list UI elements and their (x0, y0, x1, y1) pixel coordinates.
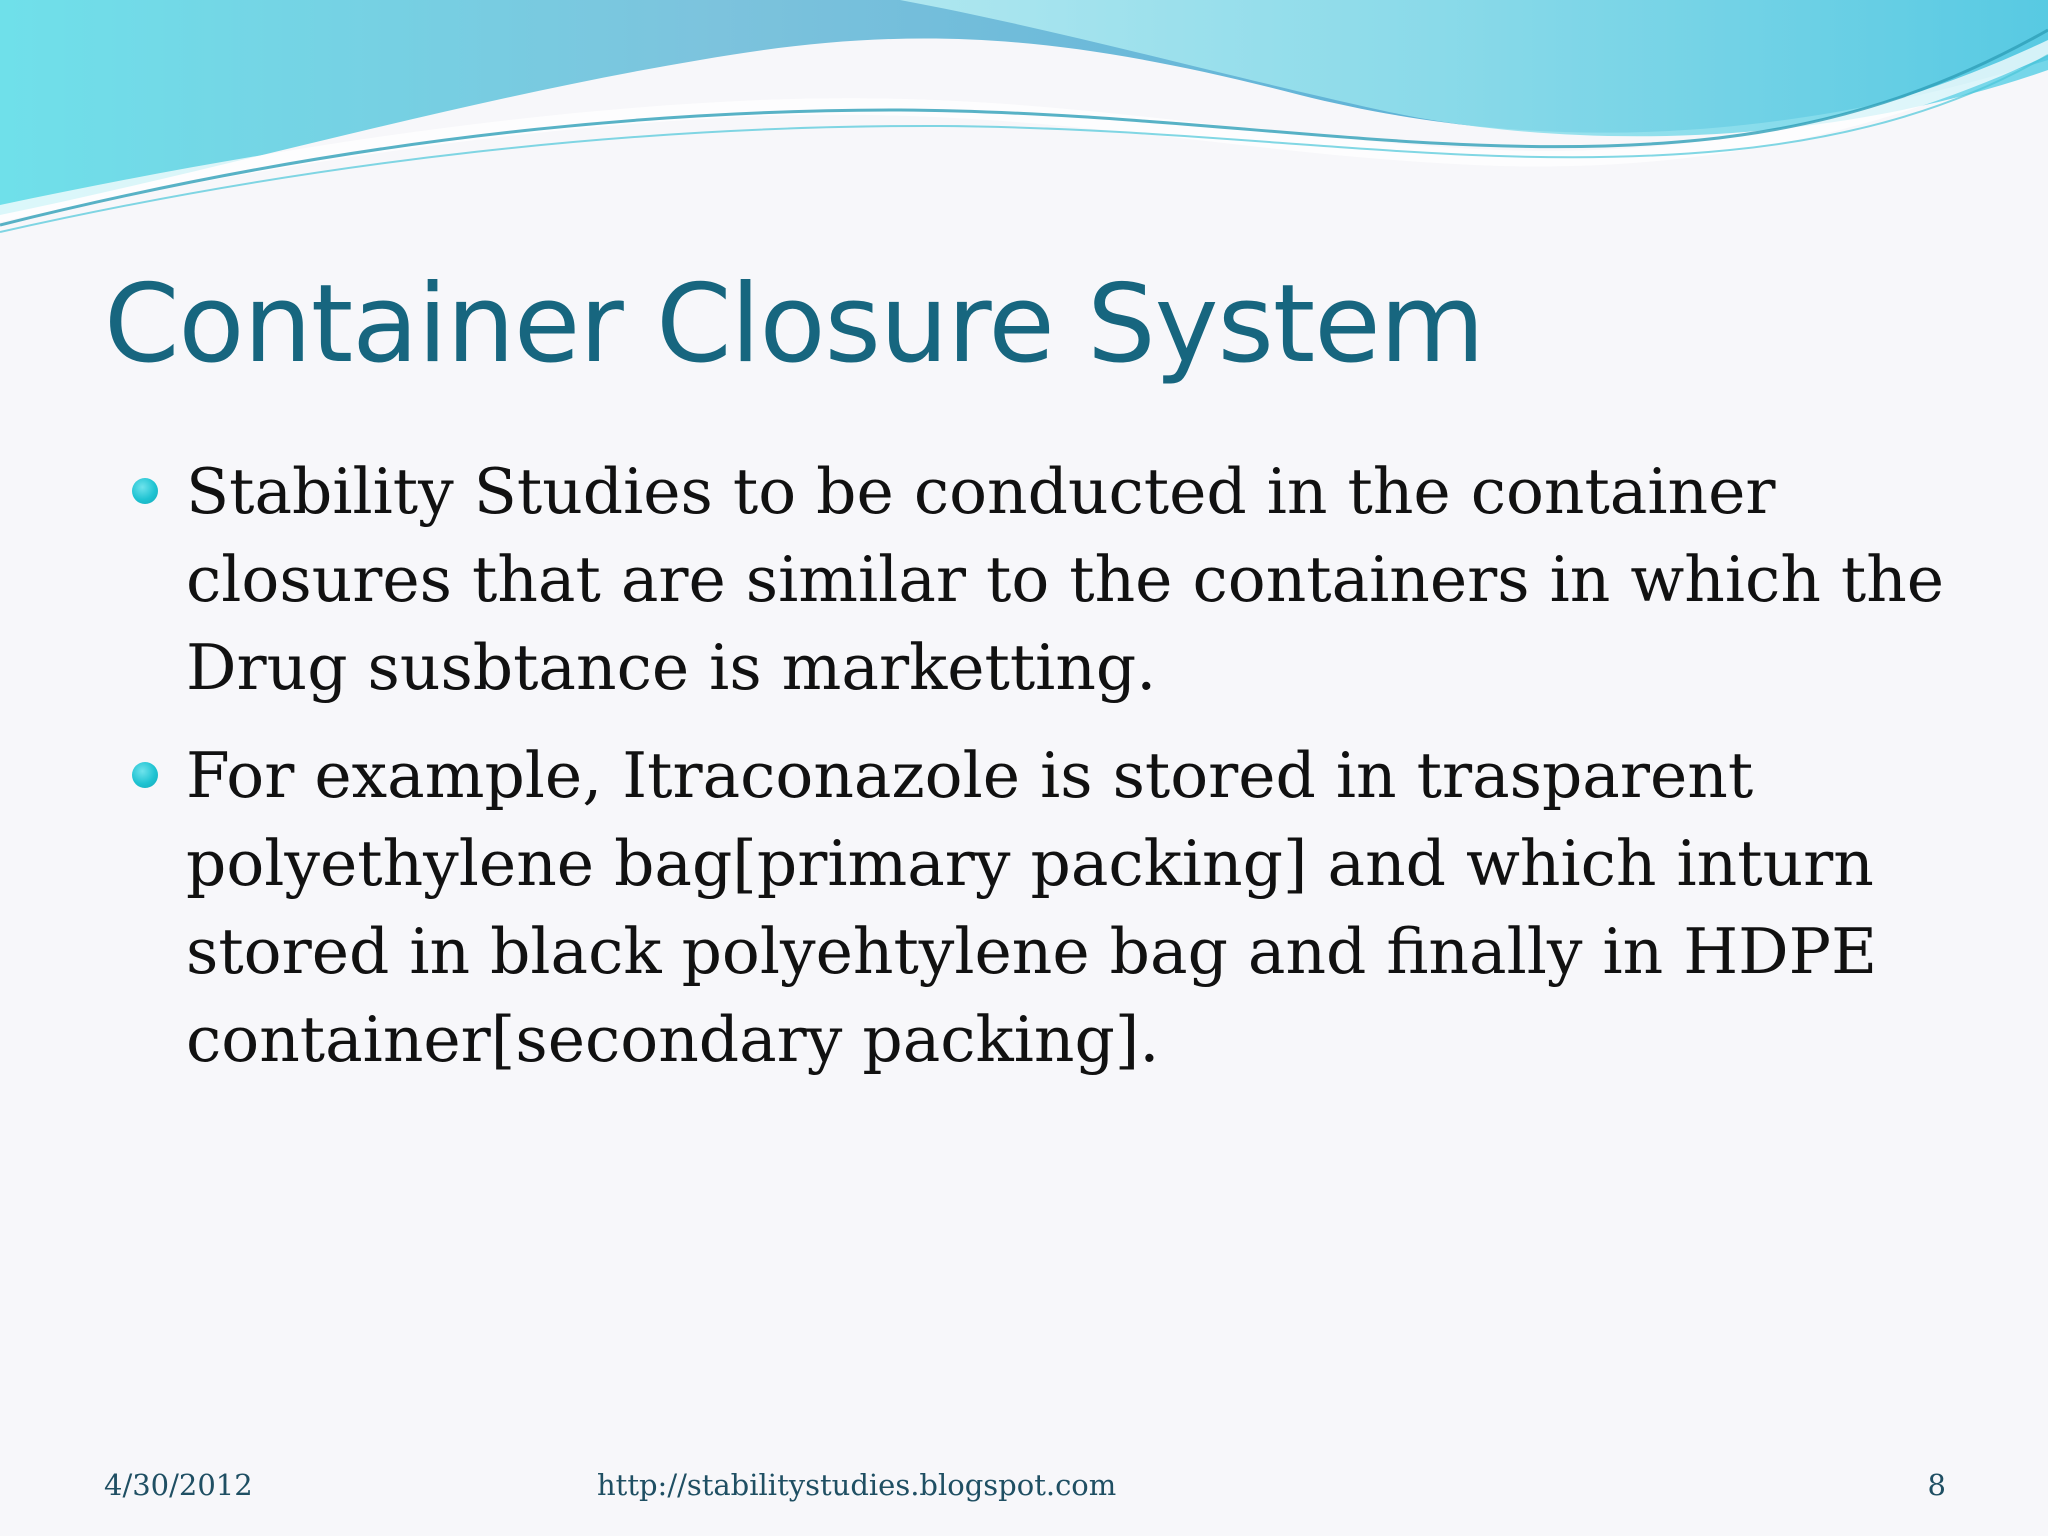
filled-circle-bullet-icon (132, 762, 158, 788)
bullet-text: For example, Itraconazole is stored in trasparent polyethylene bag[primary packing] and which inturn stored in black polyehtylene bag and finally in HDPE container[secondary packing]. (186, 739, 1878, 1076)
bullet-item (120, 448, 2000, 712)
bullet-list (120, 448, 2000, 1104)
footer-url: http://stabilitystudies.blogspot.com (597, 1468, 1117, 1502)
slide-title: Container Closure System (104, 262, 1484, 387)
footer-date: 4/30/2012 (104, 1468, 253, 1502)
filled-circle-bullet-icon (132, 478, 158, 504)
wave-header-decoration (0, 0, 2048, 240)
bullet-item (120, 732, 2000, 1084)
footer-page-number: 8 (1927, 1468, 1946, 1502)
bullet-text: Stability Studies to be conducted in the container closures that are similar to the containers in which the Drug susbtance is marketting. (186, 455, 1945, 704)
